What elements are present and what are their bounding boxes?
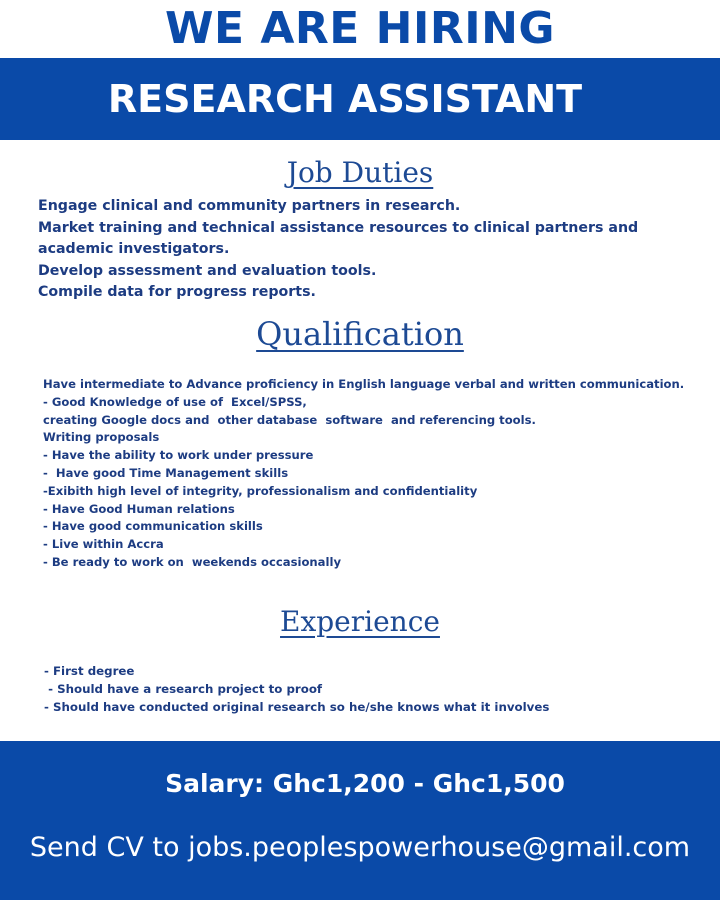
qualification-line: - Have Good Human relations bbox=[43, 501, 235, 516]
qualification-line: - Have good Time Management skills bbox=[43, 465, 289, 480]
job-duties-list bbox=[38, 196, 678, 304]
qualification-line: - Have good communication skills bbox=[43, 519, 263, 534]
qualification-line: - Be ready to work on weekends occasionally bbox=[43, 554, 342, 569]
hiring-headline: WE ARE HIRING bbox=[164, 3, 556, 54]
experience-line: - Should have conducted original research so he/she knows what it involves bbox=[44, 699, 550, 714]
duty-line: Compile data for progress reports. bbox=[38, 284, 316, 300]
experience-heading: Experience bbox=[280, 605, 440, 638]
qualification-line: - Live within Accra bbox=[43, 537, 164, 552]
qualification-line: -Exibith high level of integrity, professionalism and confidentiality bbox=[43, 483, 478, 498]
salary-text: Salary: Ghc1,200 - Ghc1,500 bbox=[165, 769, 565, 798]
position-title: RESEARCH ASSISTANT bbox=[107, 77, 583, 121]
qualification-line: - Good Knowledge of use of Excel/SPSS, bbox=[43, 394, 307, 409]
qualification-list bbox=[43, 376, 703, 572]
duty-line: academic investigators. bbox=[38, 241, 230, 257]
qualification-line: Writing proposals bbox=[43, 430, 160, 445]
qualification-heading: Qualification bbox=[256, 315, 464, 353]
qualification-line: creating Google docs and other database software and referencing tools. bbox=[43, 412, 536, 427]
duty-line: Engage clinical and community partners in research. bbox=[38, 198, 461, 214]
duty-line: Develop assessment and evaluation tools. bbox=[38, 262, 377, 279]
qualification-line: - Have the ability to work under pressure bbox=[43, 448, 314, 463]
contact-email-text: Send CV to jobs.peoplespowerhouse@gmail.com bbox=[29, 832, 691, 863]
job-duties-heading: Job Duties bbox=[286, 156, 434, 189]
experience-list bbox=[44, 663, 704, 716]
experience-line: - Should have a research project to proof bbox=[44, 681, 323, 696]
experience-line: - First degree bbox=[44, 664, 135, 678]
qualification-line: Have intermediate to Advance proficiency in English language verbal and written communication. bbox=[43, 377, 685, 391]
duty-line: Market training and technical assistance resources to clinical partners and bbox=[38, 219, 639, 236]
